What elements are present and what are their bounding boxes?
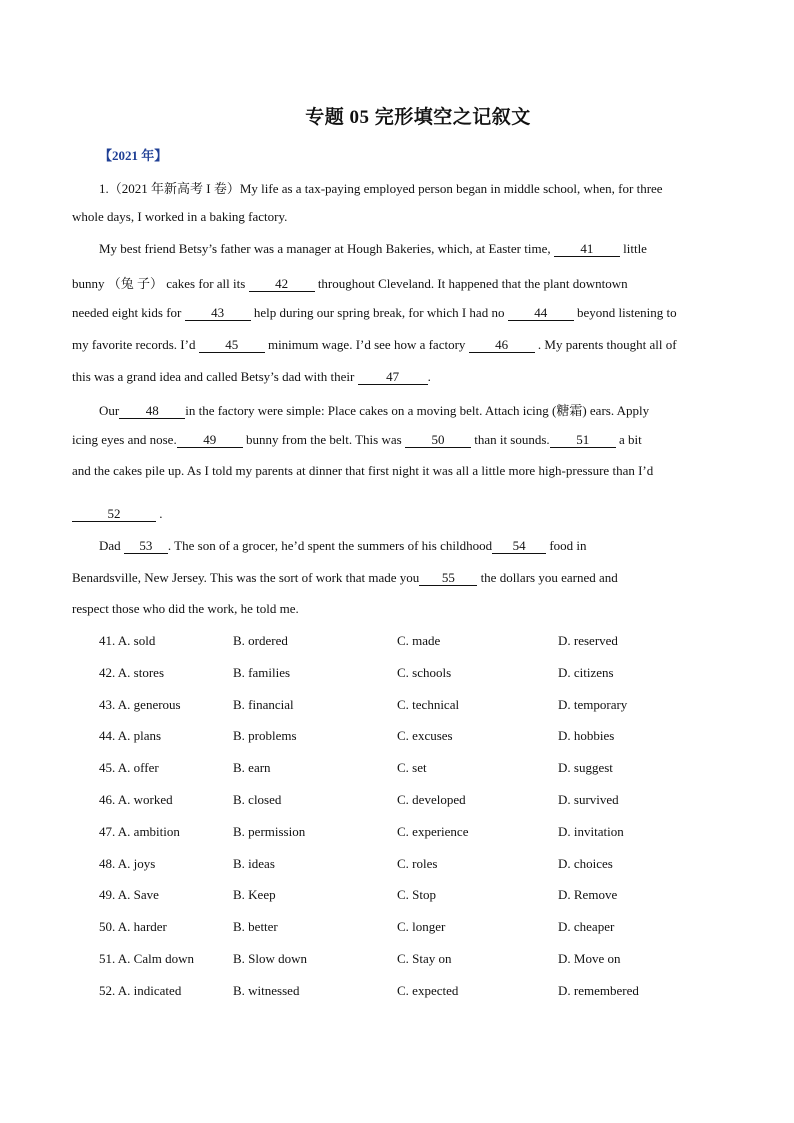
option-a[interactable]: 43. A. generous bbox=[99, 696, 181, 712]
option-a[interactable]: 51. A. Calm down bbox=[99, 951, 194, 966]
option-b[interactable]: B. problems bbox=[233, 728, 297, 744]
blank-45[interactable]: 45 bbox=[199, 338, 265, 353]
option-c[interactable]: C. excuses bbox=[397, 728, 453, 744]
passage-line: needed eight kids for 43 help during our spring break, for which I had no 44 beyond listening to bbox=[72, 305, 677, 320]
blank-52[interactable]: 52 bbox=[72, 507, 156, 522]
blank-43[interactable]: 43 bbox=[185, 306, 251, 321]
page-title: 专题 05 完形填空之记叙文 bbox=[305, 107, 531, 128]
option-d[interactable]: D. citizens bbox=[558, 664, 614, 680]
blank-41[interactable]: 41 bbox=[554, 242, 620, 257]
option-b[interactable]: B. permission bbox=[233, 823, 306, 839]
option-b[interactable]: B. financial bbox=[233, 696, 294, 712]
option-b[interactable]: B. better bbox=[233, 919, 278, 935]
passage-line: 52 . bbox=[72, 506, 163, 522]
option-a[interactable]: 50. A. harder bbox=[99, 919, 167, 935]
option-b[interactable]: B. ordered bbox=[233, 633, 288, 648]
option-b[interactable]: B. ideas bbox=[233, 855, 275, 871]
option-d[interactable]: D. survived bbox=[558, 792, 619, 807]
option-b[interactable]: B. earn bbox=[233, 760, 271, 776]
blank-44[interactable]: 44 bbox=[508, 306, 574, 321]
option-b[interactable]: B. witnessed bbox=[233, 982, 300, 998]
option-c[interactable]: C. developed bbox=[397, 792, 466, 807]
blank-55[interactable]: 55 bbox=[419, 571, 477, 586]
blank-48[interactable]: 48 bbox=[119, 404, 185, 419]
option-d[interactable]: D. temporary bbox=[558, 696, 628, 712]
option-d[interactable]: D. invitation bbox=[558, 823, 624, 839]
blank-50[interactable]: 50 bbox=[405, 433, 471, 448]
blank-51[interactable]: 51 bbox=[550, 433, 616, 448]
blank-49[interactable]: 49 bbox=[177, 433, 243, 448]
option-d[interactable]: D. remembered bbox=[558, 982, 639, 998]
option-d[interactable]: D. hobbies bbox=[558, 728, 615, 744]
passage-line: this was a grand idea and called Betsy’s dad with their 47 . bbox=[72, 369, 431, 384]
option-a[interactable]: 47. A. ambition bbox=[99, 823, 180, 839]
option-d[interactable]: D. choices bbox=[558, 855, 613, 871]
passage-line: bunny （兔 子） cakes for all its 42 throughout Cleveland. It happened that the plant downtown bbox=[72, 276, 628, 291]
passage-line: icing eyes and nose. 49 bunny from the belt. This was 50 than it sounds. 51 a bit bbox=[72, 432, 642, 447]
option-a[interactable]: 41. A. sold bbox=[99, 633, 156, 648]
option-b[interactable]: B. families bbox=[233, 664, 291, 680]
blank-42[interactable]: 42 bbox=[249, 277, 315, 292]
option-b[interactable]: B. closed bbox=[233, 792, 282, 807]
passage-line: whole days, I worked in a baking factory. bbox=[72, 209, 288, 224]
passage-line: and the cakes pile up. As I told my parents at dinner that first night it was all a little more high-pressure than I’d bbox=[72, 463, 654, 478]
passage-line: 1.（2021 年新高考 I 卷）My life as a tax-paying employed person began in middle school, when, for three bbox=[99, 181, 663, 196]
passage-line: my favorite records. I’d 45 minimum wage. I’d see how a factory 46 . My parents thought all of bbox=[72, 337, 677, 352]
blank-54[interactable]: 54 bbox=[492, 539, 546, 554]
option-c[interactable]: C. experience bbox=[397, 823, 469, 839]
option-c[interactable]: C. Stop bbox=[397, 887, 437, 903]
option-a[interactable]: 49. A. Save bbox=[99, 887, 159, 903]
option-d[interactable]: D. reserved bbox=[558, 633, 618, 648]
passage-line: Dad 53 . The son of a grocer, he’d spent the summers of his childhood 54 food in bbox=[99, 538, 587, 553]
option-c[interactable]: C. expected bbox=[397, 982, 459, 998]
passage-line: Benardsville, New Jersey. This was the sort of work that made you 55 the dollars you earned and bbox=[72, 570, 618, 585]
year-tag: 【2021 年】 bbox=[99, 148, 168, 163]
option-b[interactable]: B. Keep bbox=[233, 887, 276, 903]
passage-line: Our 48 in the factory were simple: Place cakes on a moving belt. Attach icing (糖霜) ears. Apply bbox=[99, 403, 650, 418]
option-c[interactable]: C. made bbox=[397, 633, 441, 648]
blank-47[interactable]: 47 bbox=[358, 370, 428, 385]
option-d[interactable]: D. Move on bbox=[558, 951, 621, 966]
option-a[interactable]: 45. A. offer bbox=[99, 760, 159, 776]
option-d[interactable]: D. suggest bbox=[558, 760, 613, 776]
blank-53[interactable]: 53 bbox=[124, 539, 168, 554]
passage-line: My best friend Betsy’s father was a manager at Hough Bakeries, which, at Easter time, 41 little bbox=[99, 241, 647, 256]
option-a[interactable]: 52. A. indicated bbox=[99, 982, 182, 998]
option-c[interactable]: C. longer bbox=[397, 919, 446, 935]
option-b[interactable]: B. Slow down bbox=[233, 951, 308, 966]
passage-line: respect those who did the work, he told me. bbox=[72, 601, 299, 616]
option-c[interactable]: C. technical bbox=[397, 696, 460, 712]
option-a[interactable]: 48. A. joys bbox=[99, 855, 156, 871]
option-a[interactable]: 44. A. plans bbox=[99, 728, 162, 744]
option-c[interactable]: C. roles bbox=[397, 855, 438, 871]
option-a[interactable]: 46. A. worked bbox=[99, 792, 173, 807]
option-d[interactable]: D. Remove bbox=[558, 887, 618, 903]
blank-46[interactable]: 46 bbox=[469, 338, 535, 353]
option-a[interactable]: 42. A. stores bbox=[99, 664, 164, 680]
option-c[interactable]: C. Stay on bbox=[397, 951, 452, 966]
option-d[interactable]: D. cheaper bbox=[558, 919, 615, 935]
option-c[interactable]: C. schools bbox=[397, 664, 452, 680]
option-c[interactable]: C. set bbox=[397, 760, 427, 776]
